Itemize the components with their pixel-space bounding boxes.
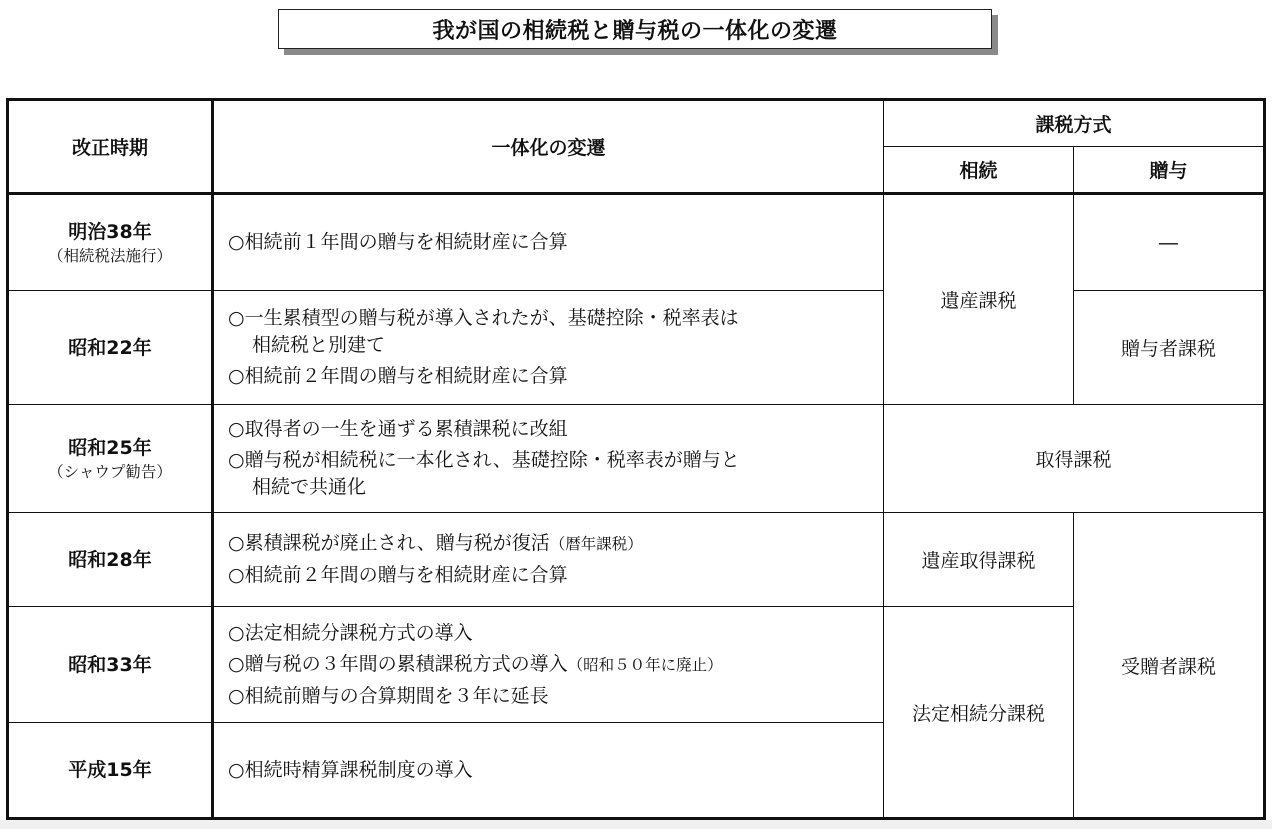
bottom-band: [0, 820, 1272, 829]
gift-method-donor: 贈与者課税: [1074, 291, 1265, 405]
period-year: 昭和25年: [68, 436, 152, 459]
inheritance-method-estate-acquisition: 遺産取得課税: [884, 513, 1074, 607]
period-note: （相続税法施行）: [47, 246, 172, 265]
change-item: ○相続前１年間の贈与を相続財産に合算: [228, 231, 568, 253]
change-item: ○法定相続分課税方式の導入: [228, 621, 473, 644]
inheritance-method-statutory-share: 法定相続分課税: [884, 607, 1074, 819]
table-row: [8, 405, 1265, 513]
table-row: [8, 291, 1265, 405]
period-cell: [8, 723, 213, 819]
period-year: 昭和28年: [68, 548, 152, 571]
changes-cell: [213, 291, 884, 405]
header-inheritance: 相続: [884, 147, 1074, 194]
period-cell: [8, 513, 213, 607]
change-item: ○一生累積型の贈与税が導入されたが、基礎控除・税率表は 相続税と別建て: [228, 307, 739, 356]
change-item: ○累積課税が廃止され、贈与税が復活（暦年課税）: [228, 532, 643, 554]
tax-history-table: [6, 98, 1266, 820]
inheritance-method-estate: 遺産課税: [884, 194, 1074, 405]
header-taxation-method: 課税方式: [884, 100, 1265, 147]
period-cell: [8, 194, 213, 291]
changes-cell: [213, 194, 884, 291]
header-row: [8, 100, 1265, 147]
page-title: 我が国の相続税と贈与税の一体化の変遷: [278, 9, 992, 49]
table-row: [8, 513, 1265, 607]
period-year: 平成15年: [68, 759, 152, 781]
table-row: [8, 194, 1265, 291]
period-cell: [8, 291, 213, 405]
change-item: ○相続前贈与の合算期間を３年に延長: [228, 684, 549, 707]
period-year: 明治38年: [68, 220, 152, 243]
method-acquisition: 取得課税: [884, 405, 1265, 513]
change-item: ○贈与税が相続税に一本化され、基礎控除・税率表が贈与と 相続で共通化: [228, 449, 740, 498]
changes-cell: [213, 723, 884, 819]
changes-cell: [213, 513, 884, 607]
change-item: ○贈与税の３年間の累積課税方式の導入（昭和５０年に廃止）: [228, 652, 723, 675]
change-item: ○相続前２年間の贈与を相続財産に合算: [228, 365, 568, 387]
change-item: ○取得者の一生を通ずる累積課税に改組: [228, 418, 568, 440]
changes-cell: [213, 405, 884, 513]
changes-cell: [213, 607, 884, 723]
header-period: 改正時期: [8, 100, 213, 194]
period-year: 昭和33年: [68, 653, 152, 676]
header-changes: 一体化の変遷: [213, 100, 884, 194]
period-note: （シャウプ勧告）: [48, 462, 172, 481]
gift-method-none: ―: [1074, 194, 1265, 291]
change-item: ○相続前２年間の贈与を相続財産に合算: [228, 564, 568, 586]
period-year: 昭和22年: [68, 336, 152, 359]
change-item: ○相続時精算課税制度の導入: [228, 758, 473, 781]
gift-method-donee: 受贈者課税: [1074, 513, 1265, 819]
header-gift: 贈与: [1074, 147, 1265, 194]
period-cell: [8, 607, 213, 723]
period-cell: [8, 405, 213, 513]
